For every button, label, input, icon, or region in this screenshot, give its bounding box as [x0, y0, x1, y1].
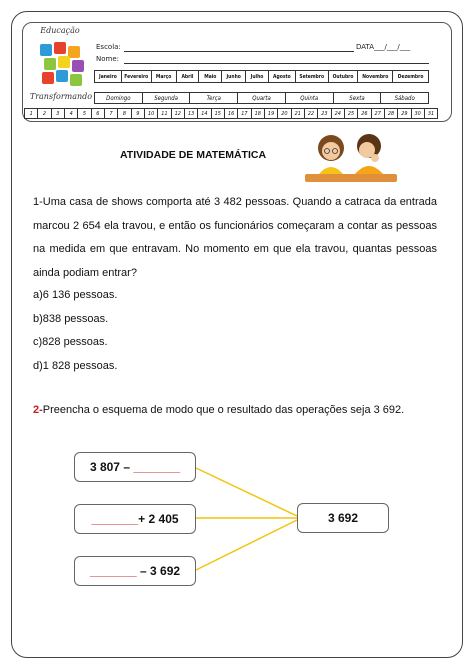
month-cell[interactable]: Fevereiro	[122, 71, 152, 82]
operation-2-blank[interactable]: _______	[91, 512, 139, 526]
month-cell[interactable]: Julho	[246, 71, 269, 82]
date-field[interactable]: DATA___/___/___	[356, 43, 411, 51]
day-number-cell[interactable]: 28	[385, 109, 398, 118]
operation-1-value: 3 807 –	[89, 460, 134, 474]
month-cell[interactable]: Abril	[177, 71, 200, 82]
day-number-cell[interactable]: 29	[398, 109, 411, 118]
school-label: Escola:	[96, 43, 121, 51]
operation-box-2[interactable]	[74, 504, 196, 534]
connector-line-top	[196, 468, 297, 516]
day-number-cell[interactable]: 4	[65, 109, 78, 118]
operation-box-3[interactable]	[74, 556, 196, 586]
name-label: Nome:	[96, 55, 120, 63]
day-number-cell[interactable]: 3	[52, 109, 65, 118]
question-2-text: Preencha o esquema de modo que o resultado das operações seja 3 692.	[42, 404, 405, 416]
day-number-cell[interactable]: 22	[305, 109, 318, 118]
question-1-text: 1-Uma casa de shows comporta até 3 482 pessoas. Quando a catraca da entrada marcou 2 654 ela travou, e então os funcionários começaram a contar as pessoas na medida em que entravam. No momento em que ela travou, quantas pessoas ainda podiam entrar?	[33, 196, 437, 279]
day-number-cell[interactable]: 30	[412, 109, 425, 118]
month-cell[interactable]: Junho	[222, 71, 246, 82]
day-number-cell[interactable]: 26	[358, 109, 371, 118]
month-cell[interactable]: Novembro	[358, 71, 393, 82]
option-b[interactable]: b)838 pessoas.	[33, 313, 109, 325]
option-a[interactable]: a)6 136 pessoas.	[33, 289, 118, 301]
option-c[interactable]: c)828 pessoas.	[33, 336, 108, 348]
operation-3-value: – 3 692	[136, 564, 181, 578]
day-number-cell[interactable]: 5	[78, 109, 91, 118]
day-number-cell[interactable]: 6	[92, 109, 105, 118]
month-cell[interactable]: Maio	[199, 71, 222, 82]
weekday-cell[interactable]: Quarta	[238, 93, 286, 103]
logo-top-text: Educação	[40, 26, 80, 35]
day-number-cell[interactable]: 25	[345, 109, 358, 118]
day-number-cell[interactable]: 9	[132, 109, 145, 118]
day-number-cell[interactable]: 24	[332, 109, 345, 118]
option-d[interactable]: d)1 828 pessoas.	[33, 360, 118, 372]
day-number-cell[interactable]: 19	[265, 109, 278, 118]
month-cell[interactable]: Março	[152, 71, 177, 82]
day-number-cell[interactable]: 17	[238, 109, 251, 118]
operation-2-value: + 2 405	[138, 512, 179, 526]
day-number-cell[interactable]: 11	[158, 109, 171, 118]
day-number-cell[interactable]: 18	[252, 109, 265, 118]
month-cell[interactable]: Janeiro	[95, 71, 122, 82]
operation-box-1[interactable]	[74, 452, 196, 482]
page-title: ATIVIDADE DE MATEMÁTICA	[120, 149, 267, 161]
day-number-cell[interactable]: 10	[145, 109, 158, 118]
month-cell[interactable]: Dezembro	[397, 73, 424, 80]
day-number-cell[interactable]: 23	[318, 109, 331, 118]
day-number-cell[interactable]: 13	[185, 109, 198, 118]
weekday-cell[interactable]: Terça	[190, 93, 238, 103]
month-cell[interactable]: Outubro	[329, 71, 359, 82]
question-2-number: 2-	[33, 404, 43, 416]
month-cell[interactable]: Agosto	[269, 71, 296, 82]
day-number-cell[interactable]: 16	[225, 109, 238, 118]
day-number-cell[interactable]: 27	[372, 109, 385, 118]
operation-3-blank[interactable]: _______	[89, 564, 137, 578]
day-number-cell[interactable]: 1	[25, 109, 38, 118]
operation-1-blank[interactable]: _______	[133, 460, 181, 474]
month-cell[interactable]: Setembro	[296, 71, 329, 82]
weekday-cell[interactable]: Segunda	[143, 93, 191, 103]
weekday-cell[interactable]: Sexta	[334, 93, 382, 103]
weekday-cell[interactable]: Quinta	[286, 93, 334, 103]
day-number-cell[interactable]: 20	[278, 109, 291, 118]
day-number-cell[interactable]: 2	[38, 109, 51, 118]
day-number-cell[interactable]: 7	[105, 109, 118, 118]
day-number-cell[interactable]: 8	[118, 109, 131, 118]
result-box: 3 692	[297, 503, 389, 533]
weekday-cell[interactable]: Sábado	[394, 94, 415, 102]
day-number-cell[interactable]: 15	[212, 109, 225, 118]
day-number-cell[interactable]: 31	[427, 110, 435, 117]
logo-bottom-text: Transformando	[29, 92, 93, 101]
weekday-cell[interactable]: Domingo	[95, 93, 143, 103]
day-number-cell[interactable]: 21	[292, 109, 305, 118]
connector-line-bottom	[196, 520, 297, 570]
day-number-cell[interactable]: 14	[198, 109, 211, 118]
day-number-cell[interactable]: 12	[172, 109, 185, 118]
